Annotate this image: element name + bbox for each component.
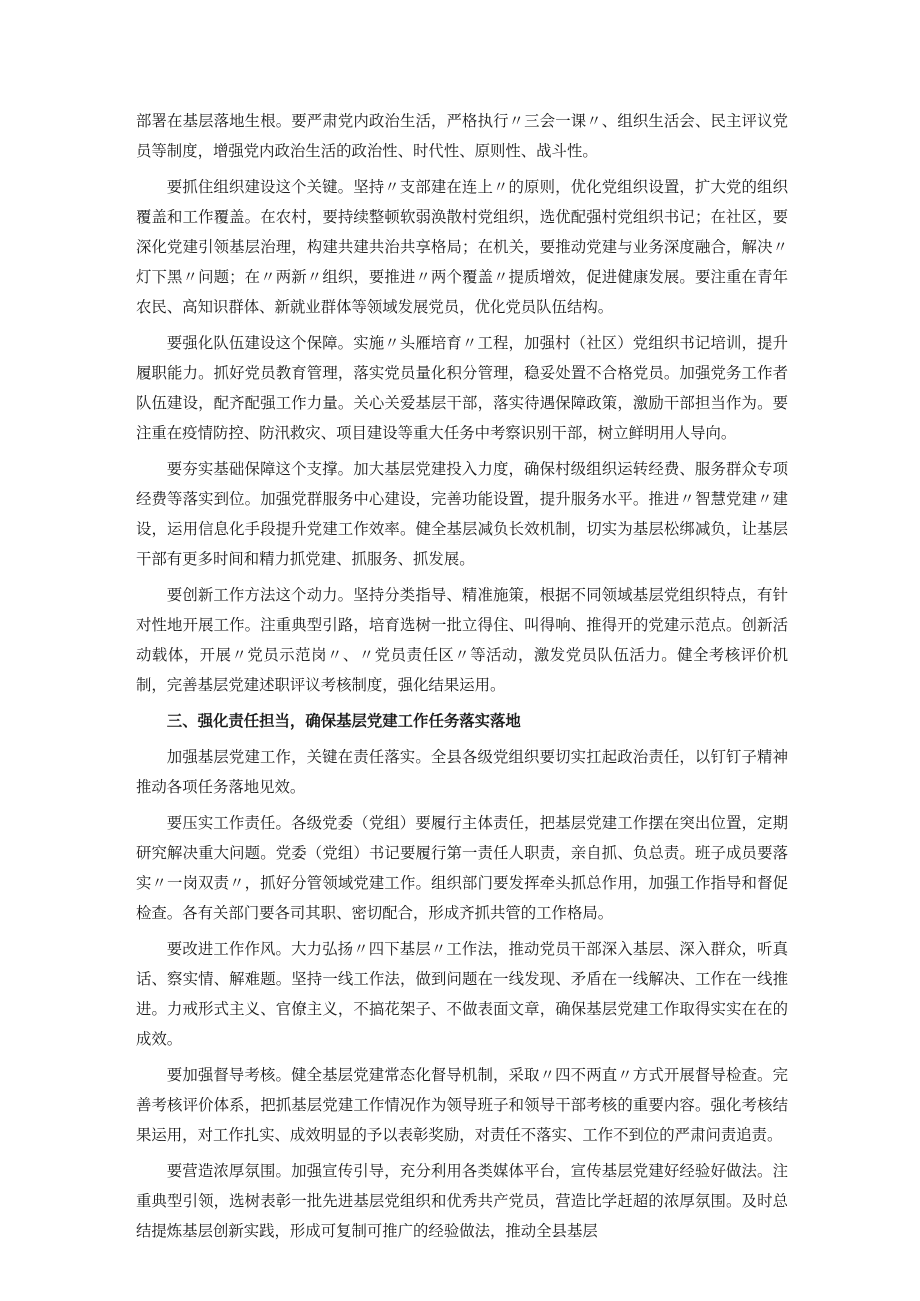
paragraph: 要压实工作责任。各级党委（党组）要履行主体责任，把基层党建工作摆在突出位置，定期研究解决重大问题。党委（党组）书记要履行第一责任人职责，亲自抓、负总责。班子成员要落实〃一岗双责〃，抓好分管领域党建工作。组织部门要发挥牵头抓总作用，加强工作指导和督促检查。各有关部门要各司其职、密切配合，形成齐抓共管的工作格局。 [136, 814, 788, 922]
paragraph: 加强基层党建工作，关键在责任落实。全县各级党组织要切实扛起政治责任，以钉钉子精神推动各项任务落地见效。 [136, 748, 788, 796]
paragraph: 要创新工作方法这个动力。坚持分类指导、精准施策，根据不同领域基层党组织特点，有针对性地开展工作。注重典型引路，培育选树一批立得住、叫得响、推得开的党建示范点。创新活动载体，开展〃党员示范岗〃、〃党员责任区〃等活动，激发党员队伍活力。健全考核评价机制，完善基层党建述职评议考核制度，强化结果运用。 [136, 586, 788, 694]
paragraph: 要改进工作作风。大力弘扬〃四下基层〃工作法，推动党员干部深入基层、深入群众，听真话、察实情、解难题。坚持一线工作法，做到问题在一线发现、矛盾在一线解决、工作在一线推进。力戒形式主义、官僚主义，不搞花架子、不做表面文章，确保基层党建工作取得实实在在的成效。 [136, 940, 788, 1048]
paragraph: 要抓住组织建设这个关键。坚持〃支部建在连上〃的原则，优化党组织设置，扩大党的组织覆盖和工作覆盖。在农村，要持续整顿软弱涣散村党组织，选优配强村党组织书记；在社区，要深化党建引领基层治理，构建共建共治共享格局；在机关，要推动党建与业务深度融合，解决〃灯下黑〃问题；在〃两新〃组织，要推进〃两个覆盖〃提质增效，促进健康发展。要注重在青年农民、高知识群体、新就业群体等领域发展党员，优化党员队伍结构。 [136, 178, 788, 316]
paragraph: 部署在基层落地生根。要严肃党内政治生活，严格执行〃三会一课〃、组织生活会、民主评议党员等制度，增强党内政治生活的政治性、时代性、原则性、战斗性。 [136, 112, 788, 160]
document-body [136, 106, 788, 1252]
paragraph: 要强化队伍建设这个保障。实施〃头雁培育〃工程，加强村（社区）党组织书记培训，提升履职能力。抓好党员教育管理，落实党员量化积分管理，稳妥处置不合格党员。加强党务工作者队伍建设，配齐配强工作力量。关心关爱基层干部，落实待遇保障政策，激励干部担当作为。要注重在疫情防控、防汛救灾、项目建设等重大任务中考察识别干部，树立鲜明用人导向。 [136, 334, 788, 442]
section-heading: 三、强化责任担当，确保基层党建工作任务落实落地 [166, 712, 521, 730]
paragraph: 要加强督导考核。健全基层党建常态化督导机制，采取〃四不两直〃方式开展督导检查。完善考核评价体系，把抓基层党建工作情况作为领导班子和领导干部考核的重要内容。强化考核结果运用，对工作扎实、成效明显的予以表彰奖励，对责任不落实、工作不到位的严肃问责追责。 [136, 1066, 788, 1144]
paragraph: 要营造浓厚氛围。加强宣传引导，充分利用各类媒体平台，宣传基层党建好经验好做法。注重典型引领，选树表彰一批先进基层党组织和优秀共产党员，营造比学赶超的浓厚氛围。及时总结提炼基层创新实践，形成可复制可推广的经验做法，推动全县基层 [136, 1162, 788, 1240]
paragraph: 要夯实基础保障这个支撑。加大基层党建投入力度，确保村级组织运转经费、服务群众专项经费等落实到位。加强党群服务中心建设，完善功能设置，提升服务水平。推进〃智慧党建〃建设，运用信息化手段提升党建工作效率。健全基层减负长效机制，切实为基层松绑减负，让基层干部有更多时间和精力抓党建、抓服务、抓发展。 [136, 460, 788, 568]
